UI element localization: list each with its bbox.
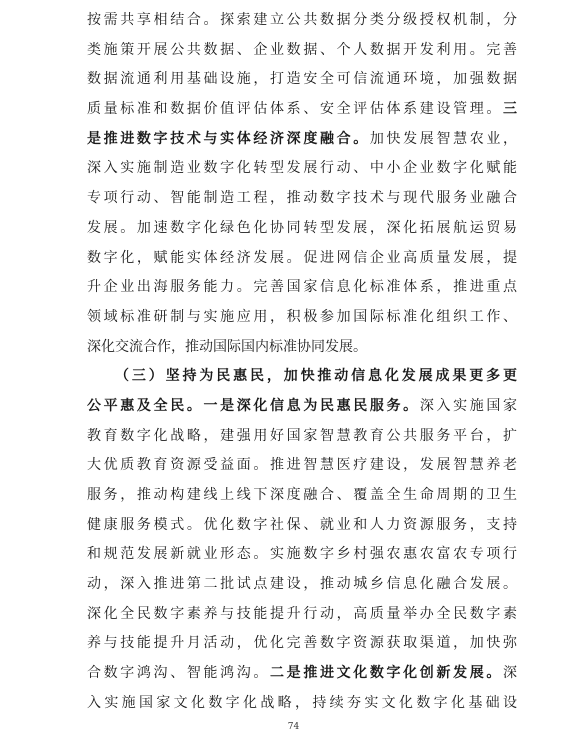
text-segment: 质量标准和数据价值评估体系、安全评估体系建设管理。 (87, 101, 503, 118)
text-segment: 健康服务模式。优化数字社保、就业和人力资源服务，支持 (87, 516, 517, 533)
text-line (87, 36, 517, 66)
text-segment: 深入实施国家 (419, 397, 517, 414)
text-line (87, 125, 517, 155)
text-segment: 教育数字化战略，建强用好国家智慧教育公共服务平台，扩 (87, 427, 517, 444)
text-line (87, 184, 517, 214)
text-line (87, 214, 517, 244)
text-segment: 专项行动、智能制造工程，推动数字技术与现代服务业融合 (87, 190, 517, 207)
text-segment: 深 (503, 665, 517, 682)
text-segment: 领域标准研制与实施应用，积极参加国际标准化组织工作、 (87, 308, 517, 325)
text-segment: 动，深入推进第二批试点建设，推动城乡信息化融合发展。 (87, 576, 517, 593)
text-segment: 服务，推动构建线上线下深度融合、覆盖全生命周期的卫生 (87, 487, 517, 503)
text-line (87, 6, 517, 36)
text-segment: 大优质教育资源受益面。推进智慧医疗建设，发展智慧养老 (87, 457, 517, 474)
text-segment: 升企业出海服务能力。完善国家信息化标准体系，推进重点 (87, 279, 517, 296)
text-line (87, 154, 517, 184)
text-line (87, 65, 517, 95)
text-line (87, 362, 517, 392)
bold-text-segment: 是推进数字技术与实体经济深度融合。 (87, 130, 370, 147)
text-segment: 深入实施制造业数字化转型发展行动、中小企业数字化赋能 (87, 160, 517, 177)
text-line (87, 540, 517, 570)
text-segment: 类施策开展公共数据、企业数据、个人数据开发利用。完善 (87, 41, 517, 58)
bold-text-segment: 三 (503, 101, 517, 118)
text-line (87, 244, 517, 274)
text-line (87, 600, 517, 630)
text-line (87, 95, 517, 125)
body-text (87, 6, 517, 719)
text-line (87, 273, 517, 303)
text-segment: 数据流通利用基础设施，打造安全可信流通环境，加强数据 (87, 71, 517, 88)
text-line (87, 392, 517, 422)
text-line (87, 422, 517, 452)
text-segment: 养与技能提升月活动，优化完善数字资源获取渠道，加快弥 (87, 635, 517, 652)
text-segment: 按需共享相结合。探索建立公共数据分类分级授权机制，分 (87, 12, 517, 28)
text-segment: 合数字鸿沟、智能鸿沟。 (87, 665, 271, 682)
text-line (87, 451, 517, 481)
text-segment: 入实施国家文化数字化战略，持续夯实文化数字化基础设 (87, 694, 517, 711)
text-line (87, 570, 517, 600)
bold-text-segment: （三）坚持为民惠民，加快推动信息化发展成果更多更 (115, 368, 517, 385)
text-line (87, 303, 517, 333)
text-line (87, 333, 517, 363)
text-segment: 加快发展智慧农业， (369, 130, 517, 147)
text-line (87, 511, 517, 541)
text-segment: 数字化，赋能实体经济发展。促进网信企业高质量发展，提 (87, 249, 517, 266)
text-line (87, 481, 517, 511)
text-segment: 发展。加速数字化绿色化协同转型发展，深化拓展航运贸易 (87, 219, 517, 236)
text-line (87, 659, 517, 689)
text-line (87, 689, 517, 719)
page-number: 74 (287, 722, 300, 732)
bold-text-segment: 公平惠及全民。一是深化信息为民惠民服务。 (87, 397, 420, 414)
text-segment: 深化交流合作，推动国际国内标准协同发展。 (87, 338, 367, 355)
text-segment: 深化全民数字素养与技能提升行动，高质量举办全民数字素 (87, 605, 517, 622)
bold-text-segment: 二是推进文化数字化创新发展。 (270, 665, 504, 682)
text-segment: 和规范发展新就业形态。实施数字乡村强农惠农富农专项行 (87, 546, 517, 563)
text-line (87, 629, 517, 659)
